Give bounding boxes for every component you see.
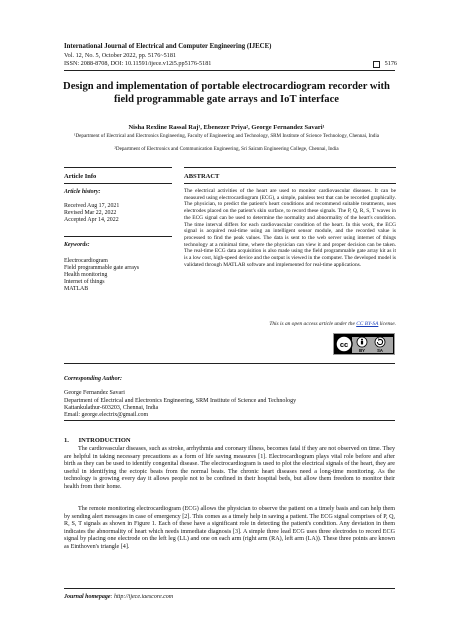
author-list: Nisha Rexline Rassal Raj¹, Ebenezer Priya², George Fernandez Savari¹ — [128, 124, 325, 131]
intro-paragraph-2: The remote monitoring electrocardiogram (ECG) allows the physician to observe the patient on a timely basis and can help them by sending alert messages in case of emergency [2]. This comes as a timely help in saving a patient. The ECG signal comprises of P, Q, R, S, T signals as shown in Figure 1. Each of these have a significant role in detecting the patient's condition. Any deviation in them indicates the abnormality of heart which needs immediate diagnosis [3]. A simple three lead ECG uses three electrodes to record ECG signal by placing one electrode on the left leg (LL) and one on each arm (right arm (RA), left arm (LA)). These three points are known as Einthoven's triangle [4]. — [64, 506, 395, 550]
history-received: Received Aug 17, 2021 — [64, 203, 120, 209]
history-label: Article history: — [64, 189, 101, 195]
abstract-bottom-rule — [184, 183, 396, 184]
abstract-heading: ABSTRACT — [184, 173, 220, 180]
article-info-heading: Article Info — [64, 173, 97, 180]
article-info-top-rule — [64, 167, 172, 168]
history-list — [64, 203, 174, 224]
keyword-item: MATLAB — [64, 286, 89, 293]
affiliation-1: ¹Department of Electrical and Electronics Engineering, Faculty of Engineering and Technology, SRM Institute of Science Technology, Chennai, India — [73, 133, 380, 139]
corresponding-email: Email: george.electrix@gmail.com — [64, 412, 149, 419]
keywords-label: Keywords: — [64, 242, 90, 248]
keywords-top-rule — [64, 236, 172, 237]
intro-paragraph-1: The cardiovascular diseases, such as stroke, arrhythmia and coronary illness, becomes fatal if they are not observed on time. They are helpful in taking necessary precautions as a form of life saving measures [1]. Electrocardiogram plays vital role before and after birth as they can be used to identify congenital disease. The electrocardiogram is used to plot the electrical signals of the heart, they are useful in identifying the ectopic beats from the normal beats. The chronic heart diseases need a long-time monitoring. As the technology is growing every day it allows people not to be confined in their hospital beds, but allow them freedom to monitor their health from their home. — [64, 446, 395, 490]
corresponding-top-rule — [64, 363, 395, 364]
affiliation-2: ²Department of Electronics and Communication Engineering, Sri Sairam Engineering College, Chennai, India — [114, 146, 339, 152]
corresponding-heading: Corresponding Author: — [64, 376, 122, 382]
cc-icon — [336, 336, 352, 352]
journal-name: International Journal of Electrical and Computer Engineering (IJECE) — [64, 43, 272, 50]
license-link[interactable]: CC BY-SA — [356, 321, 379, 327]
keyword-item: Electrocardiogram — [64, 258, 108, 264]
corresponding-author-block — [64, 376, 394, 419]
corresponding-address: Kattankulathur-603203, Chennai, India — [64, 404, 159, 411]
history-revised: Revised Mar 22, 2022 — [64, 210, 117, 217]
history-accepted: Accepted Apr 14, 2022 — [64, 217, 119, 224]
corresponding-department: Department of Electrical and Electronics Engineering, SRM Institute of Science and Technology — [64, 397, 297, 404]
abstract-text: The electrical activities of the heart are used to monitor cardiovascular diseases. It can be measured using electrocardiogram (ECG), a simple, painless test that can be recorded graphically. The physician, to predict the patient's heart conditions and recommend suitable treatments, uses electrodes placed on the patient's skin surface, to record these signals. The P, Q, R, S, T waves in the ECG signal can be used to determine the normality and abnormality of the heart's condition. The time interval differs for each cardiovascular condition of the heart. In this work, the ECG signal is acquired real-time using an intelligent sensor module, and the recorded value is processed to find the peak values. The data is sent to the web server using internet of things technology at a minimal time, where the physician can view it and proper decision can be taken. The real-time ECG data acquisition is also made using the field programmable gate array kit as it is a low cost, high-speed device and the output is viewed in the computer. The developed model is validated through MATLAB software and implemented for real-time applications. — [184, 188, 396, 268]
sa-share-icon — [375, 337, 385, 347]
cc-badge-graphic — [334, 334, 394, 354]
corresponding-name: George Fernandez Savari — [64, 390, 125, 397]
keywords-list — [64, 258, 176, 293]
by-person-icon — [357, 337, 367, 347]
homepage-url[interactable]: : http://ijece.iaescore.com — [110, 594, 174, 600]
keyword-item: Field programmable gate arrays — [64, 265, 140, 272]
introduction-heading: 1. INTRODUCTION — [64, 437, 131, 444]
issn-doi: ISSN: 2088-8708, DOI: 10.11591/ijece.v12i5.pp5176-5181 — [64, 60, 212, 67]
corresponding-bottom-rule — [64, 420, 395, 421]
cc-sa-label: SA — [377, 347, 383, 353]
cc-by-label: BY — [359, 347, 365, 353]
volume-info: Vol. 12, No. 5, October 2022, pp. 5176~5181 — [64, 52, 177, 59]
keyword-item: Health monitoring — [64, 272, 108, 279]
license-prefix: This is an open access article under the — [269, 321, 357, 327]
homepage-label: Journal homepage — [64, 594, 111, 600]
keyword-item: Internet of things — [64, 279, 105, 286]
license-suffix: license. — [378, 321, 396, 327]
footer-rule — [64, 588, 395, 589]
abstract-top-rule — [184, 167, 396, 168]
license-line — [184, 321, 396, 327]
svg-text:cc: cc — [339, 339, 349, 349]
checkbox-square-icon — [373, 61, 380, 68]
cc-by-sa-badge[interactable] — [333, 333, 395, 355]
issn-doi-line — [64, 60, 397, 67]
paper-title: Design and implementation of portable electrocardiogram recorder with field programmable gate arrays and IoT interface — [63, 81, 390, 105]
header-rule — [64, 70, 395, 71]
journal-homepage — [64, 594, 173, 600]
page-number: 5176 — [384, 60, 397, 67]
article-info-bottom-rule — [64, 183, 172, 184]
